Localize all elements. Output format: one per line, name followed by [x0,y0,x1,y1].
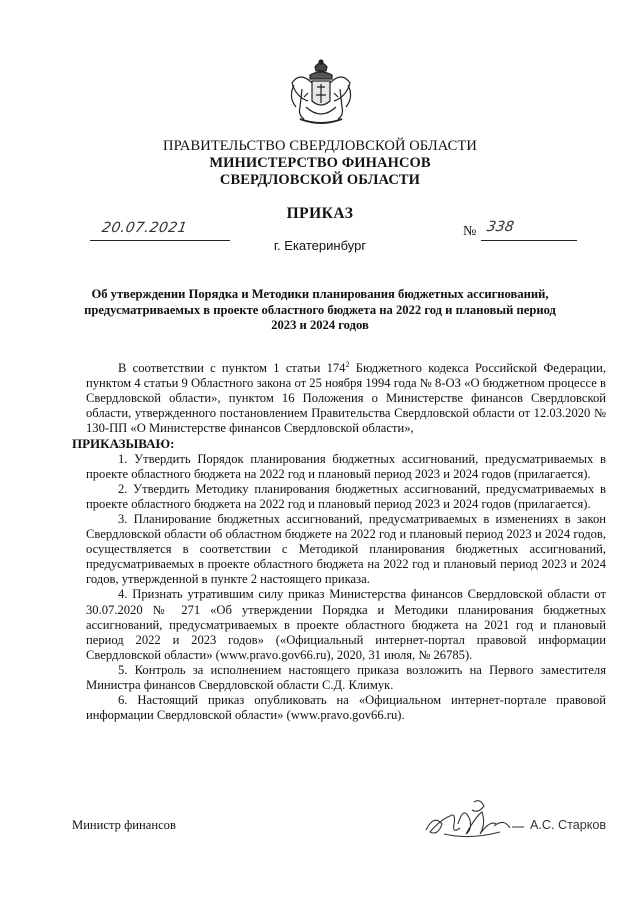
document-number: 338 [485,219,516,235]
document-city: г. Екатеринбург [273,238,367,253]
order-item-4: 4. Признать утратившим силу приказ Министерства финансов Свердловской области от 30.07.2020 № 271 «Об утверждении Порядка и Методики планирования бюджетных ассигнований, предусматриваемых в проекте областного бюджета на 2021 год и плановый период 2022 и 2023 годов» («Официальный интернет-портал правовой информации Свердловской области» (www.pravo.gov66.ru), 2020, 31 июля, № 26785). [86,587,606,662]
number-label: № [463,224,477,239]
coat-of-arms-icon [282,57,360,127]
order-item-6: 6. Настоящий приказ опубликовать на «Официальном интернет-портале правовой информации Свердловской области» (www.pravo.gov66.ru). [86,693,606,723]
document-type: ПРИКАЗ [286,205,354,222]
ministry-name: МИНИСТЕРСТВО ФИНАНСОВ [209,155,431,171]
document-title: Об утверждении Порядка и Методики планирования бюджетных ассигнований, предусматриваемых в проекте областного бюджета на 2022 год и плановый период 2023 и 2024 годов [84,287,556,332]
order-item-1: 1. Утвердить Порядок планирования бюджетных ассигнований, предусматриваемых в проекте областного бюджета на 2022 год и плановый период 2023 и 2024 годов (прилагается). [86,451,606,481]
region-name: СВЕРДЛОВСКОЙ ОБЛАСТИ [219,172,421,188]
preamble: В соответствии с пунктом 1 статьи $174^2$ Бюджетного кодекса Российской Федерации, пунктом 4 статьи 9 Областного закона от 25 ноября 1994 года № 8-ОЗ «О бюджетном процессе в Свердловской области», пунктом 16 Положения о Министерстве финансов Свердловской области, утвержденного постановлением Правительства Свердловской области от 12.03.2020 № 130-ПП «О Министерстве финансов Свердловской области», [86,359,606,436]
document-body [72,359,606,723]
order-item-2: 2. Утвердить Методику планирования бюджетных ассигнований, предусматриваемых в проекте областного бюджета на 2022 год и плановый период 2023 и 2024 годов (прилагается). [86,481,606,511]
government-name: ПРАВИТЕЛЬСТВО СВЕРДЛОВСКОЙ ОБЛАСТИ [163,138,477,154]
signatory-name: А.С. Старков [530,818,607,832]
orders-heading: ПРИКАЗЫВАЮ: [72,436,175,452]
order-item-3: 3. Планирование бюджетных ассигнований, предусматриваемых в изменениях в закон Свердловской области об областном бюджете на 2022 год и плановый период 2023 и 2024 годов, осуществляется в соответствии с Методикой планирования бюджетных ассигнований, предусматриваемых в проекте областного бюджета на 2022 год и плановый период 2023 и 2024 годов, утвержденной в пункте 2 настоящего приказа. [86,511,606,587]
signatory-title: Министр финансов [72,818,176,832]
handwritten-signature-icon [420,794,530,844]
order-item-5: 5. Контроль за исполнением настоящего приказа возложить на Первого заместителя Министра финансов Свердловской области С.Д. Климук. [86,662,606,692]
document-date: 20.07.2021 [100,220,189,236]
